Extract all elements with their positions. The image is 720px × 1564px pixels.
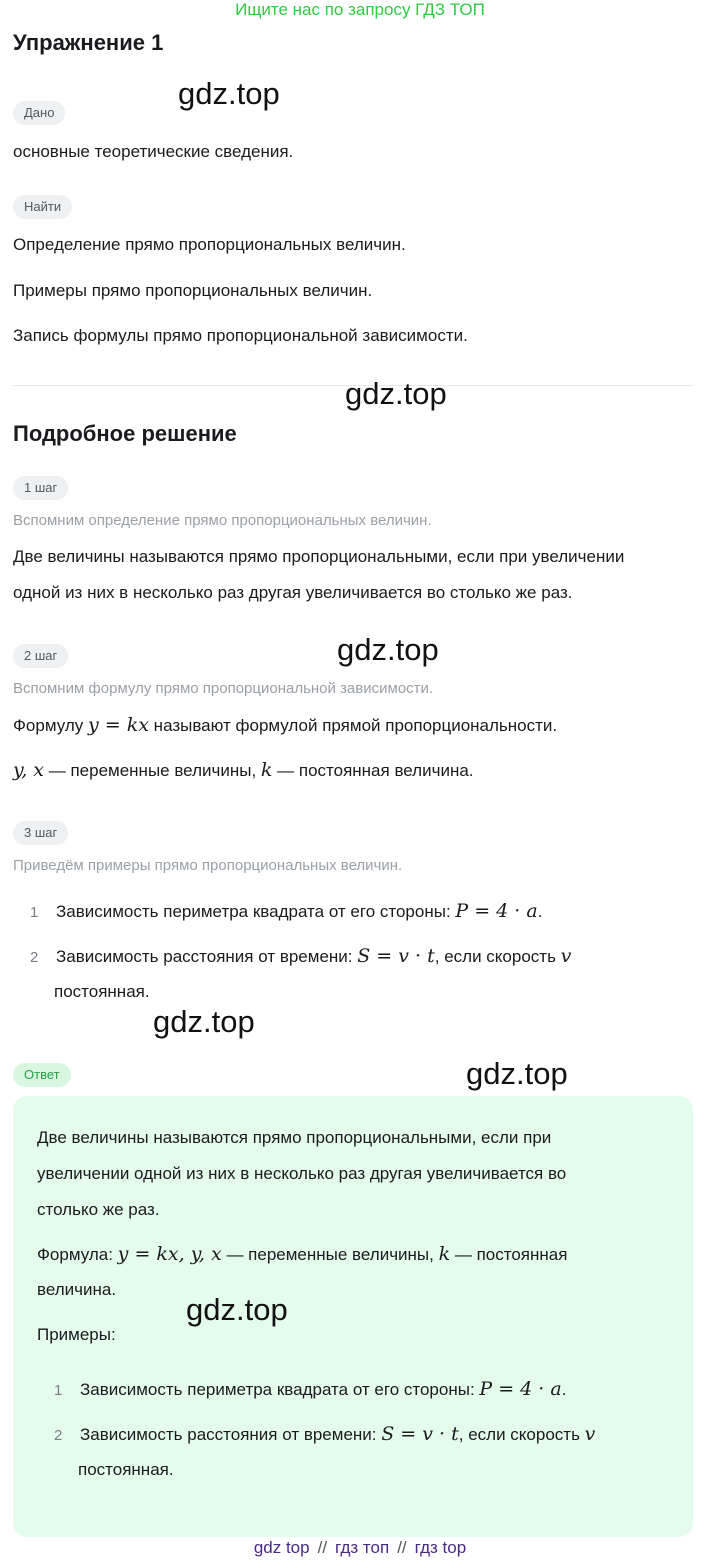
- find-item: Примеры прямо пропорциональных величин.: [13, 281, 373, 300]
- step2-vars-line: [13, 752, 474, 789]
- step2-vars-text: — переменные величины,: [44, 761, 261, 780]
- step2-const-text: — постоянная величина.: [272, 761, 474, 780]
- answer-examples-label: Примеры:: [37, 1325, 116, 1344]
- answer-const-text: — постоянная: [450, 1245, 568, 1264]
- step2-formula: y = kx: [87, 714, 149, 736]
- exercise-title: Упражнение 1: [13, 30, 164, 55]
- step1-line: Две величины называются прямо пропорциональными, если при увеличении: [13, 547, 625, 566]
- footer-link[interactable]: гдз top: [414, 1538, 467, 1557]
- watermark: gdz.top: [186, 1292, 288, 1327]
- list-number: 2: [30, 949, 39, 966]
- step2-formula-line: [13, 707, 557, 744]
- answer-const-text2: величина.: [37, 1280, 117, 1299]
- list-number: 1: [30, 904, 39, 921]
- answer-formula-line: [37, 1236, 567, 1273]
- solution-title: Подробное решение: [13, 421, 237, 446]
- watermark: gdz.top: [466, 1056, 568, 1091]
- step3-item2-var: v: [560, 945, 572, 967]
- answer-const-math: k: [438, 1243, 451, 1265]
- find-item: Определение прямо пропорциональных величин.: [13, 235, 406, 254]
- step2-hint: Вспомним формулу прямо пропорциональной зависимости.: [13, 680, 434, 697]
- answer-item2-mid: , если скорость: [458, 1425, 585, 1444]
- step2-section: [13, 644, 68, 668]
- step2-vars-math: y, x: [13, 759, 45, 781]
- step2-formula-suffix: называют формулой прямой пропорциональности.: [148, 716, 558, 735]
- answer-formula-math: y = kx, y, x: [117, 1243, 222, 1265]
- step2-const-math: k: [260, 759, 273, 781]
- step3-item-1: [30, 893, 542, 931]
- top-banner[interactable]: Ищите нас по запросу ГДЗ ТОП: [235, 0, 485, 19]
- step1-line: одной из них в несколько раз другая увеличивается во столько же раз.: [13, 583, 573, 602]
- answer-item1-text: Зависимость периметра квадрата от его стороны:: [80, 1380, 480, 1399]
- step3-item-2: [30, 938, 571, 976]
- answer-item1-math: P = 4 · a: [479, 1378, 562, 1400]
- step3-item1-end: .: [537, 902, 543, 921]
- answer-item2-var: v: [584, 1423, 596, 1445]
- step3-item1-math: P = 4 · a: [455, 900, 538, 922]
- answer-line: столько же раз.: [37, 1200, 160, 1219]
- given-text: основные теоретические сведения.: [13, 142, 294, 161]
- watermark: gdz.top: [178, 76, 280, 111]
- footer-separator: //: [397, 1538, 407, 1557]
- answer-item-1: [54, 1371, 566, 1409]
- step3-section: [13, 821, 68, 845]
- step2-formula-prefix: Формулу: [13, 716, 88, 735]
- watermark: gdz.top: [337, 632, 439, 667]
- answer-line: Две величины называются прямо пропорциональными, если при: [37, 1128, 552, 1147]
- step3-item2-math: S = v · t: [357, 945, 435, 967]
- step1-hint: Вспомним определение прямо пропорциональных величин.: [13, 512, 432, 529]
- answer-item2-math: S = v · t: [381, 1423, 459, 1445]
- answer-item2-text: Зависимость расстояния от времени:: [80, 1425, 382, 1444]
- answer-section: [13, 1063, 71, 1087]
- step1-section: [13, 476, 68, 500]
- step3-item2-end: постоянная.: [54, 982, 150, 1001]
- answer-item1-end: .: [561, 1380, 567, 1399]
- answer-item2-end: постоянная.: [78, 1460, 174, 1479]
- step3-hint: Приведём примеры прямо пропорциональных величин.: [13, 857, 403, 874]
- answer-formula-text: — переменные величины,: [221, 1245, 439, 1264]
- footer-link[interactable]: гдз топ: [335, 1538, 390, 1557]
- given-section: [13, 101, 65, 125]
- find-chip: Найти: [13, 195, 72, 219]
- find-item: Запись формулы прямо пропорциональной зависимости.: [13, 326, 468, 345]
- step3-item1-text: Зависимость периметра квадрата от его стороны:: [56, 902, 456, 921]
- footer-link[interactable]: gdz top: [253, 1538, 310, 1557]
- answer-formula-label: Формула:: [37, 1245, 118, 1264]
- footer-separator: //: [317, 1538, 328, 1557]
- footer-links: [0, 1538, 720, 1558]
- answer-chip: Ответ: [13, 1063, 71, 1087]
- given-chip: Дано: [13, 101, 65, 125]
- list-number: 2: [54, 1427, 63, 1444]
- step2-chip: 2 шаг: [13, 644, 68, 668]
- step1-chip: 1 шаг: [13, 476, 68, 500]
- step3-chip: 3 шаг: [13, 821, 68, 845]
- watermark: gdz.top: [345, 376, 447, 411]
- find-section: [13, 195, 72, 219]
- list-number: 1: [54, 1382, 63, 1399]
- answer-item-2: [54, 1416, 595, 1454]
- watermark: gdz.top: [153, 1004, 255, 1039]
- step3-item2-text: Зависимость расстояния от времени:: [56, 947, 358, 966]
- step3-item2-mid: , если скорость: [434, 947, 561, 966]
- answer-line: увеличении одной из них в несколько раз другая увеличивается во: [37, 1164, 567, 1183]
